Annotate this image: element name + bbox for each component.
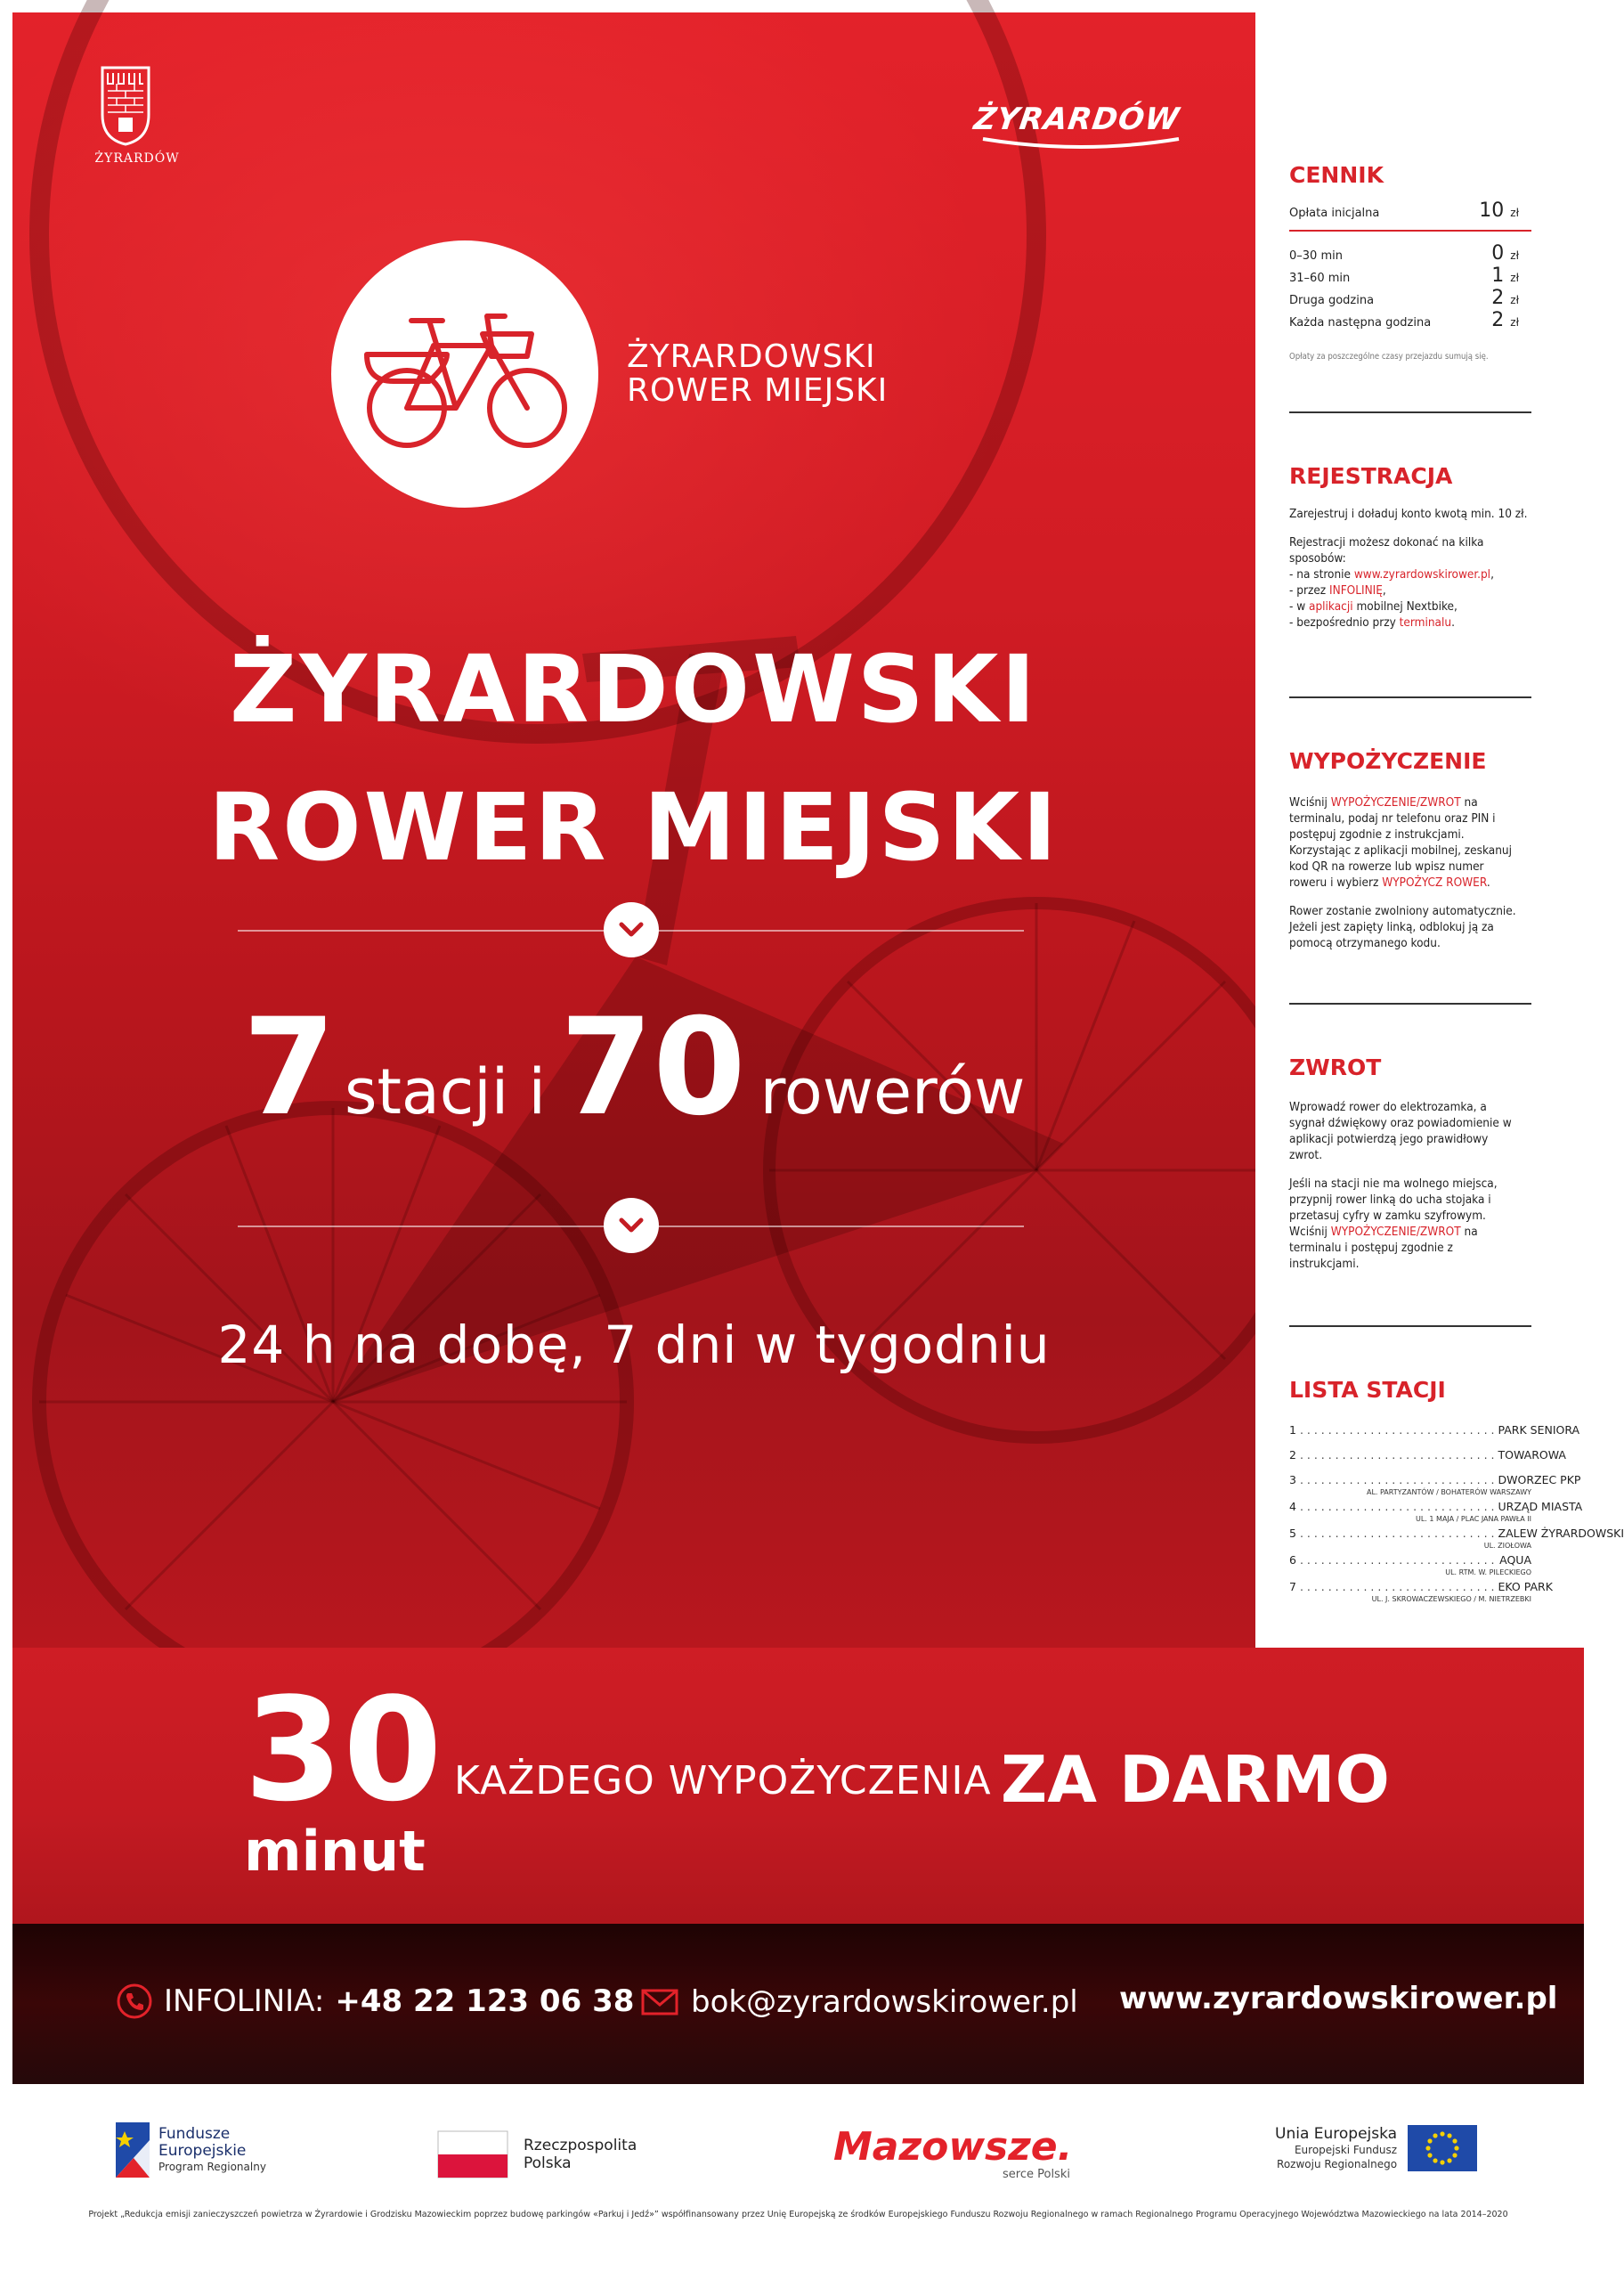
zwrot-p1: Wprowadź rower do elektrozamka, a sygnał dźwiękowy oraz powiadomienie w aplikacji potwierdzą jego prawidłowy zwrot. — [1289, 1100, 1512, 1162]
app-link: aplikacji — [1309, 599, 1353, 614]
chevron-down-icon — [604, 902, 659, 957]
eu-line2: Europejski Fundusz — [1294, 2144, 1398, 2156]
item-text: - bezpośrednio przy — [1289, 615, 1400, 630]
chevron-down-icon-2 — [604, 1198, 659, 1253]
station-name: PARK SENIORA — [1498, 1423, 1580, 1437]
station-number: 7 — [1289, 1580, 1296, 1593]
wypozyczenie-text — [1289, 794, 1522, 951]
section-divider — [1289, 1003, 1531, 1005]
free-minutes-band — [12, 1648, 1584, 1924]
station-name: ZALEW ŻYRARDOWSKI — [1498, 1527, 1624, 1540]
wypozyczenie-p1 — [1289, 794, 1522, 891]
zwrot-text — [1289, 1099, 1522, 1272]
price-initial — [1289, 200, 1519, 222]
badge-line1: ŻYRARDOWSKI — [627, 338, 876, 375]
main-title-line2: ROWER MIEJSKI — [208, 773, 1060, 882]
keyword: WYPOŻYCZ ROWER — [1382, 875, 1487, 890]
zyrardow-logo-text: ŻYRARDÓW — [971, 102, 1182, 137]
price-row-amount: 2 — [1491, 287, 1505, 309]
price-row-label: Każda następna godzina — [1289, 316, 1432, 330]
chevron-down-glyph-2 — [618, 1217, 645, 1234]
station-item — [1289, 1580, 1553, 1593]
section-divider — [1289, 696, 1531, 698]
project-note: Projekt „Redukcja emisji zanieczyszczeń powietrza w Żyrardowie i Grodzisku Mazowieckim poprzez budowę parkingów «Parkuj i Jedź»” współfinansowany przez Unię Europejską ze środków Europejskiego Funduszu Rozwoju Regionalnego w ramach Regionalnego Programu Operacyjnego Województwa Mazowieckiego na lata 2014–2020 — [88, 2210, 1508, 2219]
price-row-value — [1491, 242, 1519, 265]
stations-text: stacji i — [345, 1055, 546, 1128]
fe-line3: Program Regionalny — [158, 2161, 266, 2173]
logo-swoosh-icon — [974, 135, 1188, 153]
dot-leader: . . . . . . . . . . . . . . . . . . . . . . . . . . . . — [1299, 1527, 1495, 1540]
zyrardow-logo — [971, 102, 1188, 153]
dot-leader: . . . . . . . . . . . . . . . . . . . . . . . . . . . . — [1299, 1473, 1495, 1486]
price-row-value — [1491, 287, 1519, 309]
section-divider — [1289, 1325, 1531, 1327]
email-contact[interactable] — [641, 1984, 1078, 2020]
wypozyczenie-heading: WYPOŻYCZENIE — [1289, 748, 1487, 774]
keyword: WYPOŻYCZENIE/ZWROT — [1330, 1225, 1461, 1239]
chevron-down-glyph — [618, 921, 645, 939]
phone-icon — [116, 1983, 153, 2020]
price-row-label: Druga godzina — [1289, 294, 1375, 307]
item-text: , — [1382, 583, 1386, 598]
text: na terminalu i postępuj zgodnie z instrukcjami. — [1289, 1225, 1478, 1271]
rejestracja-item — [1289, 582, 1539, 598]
rejestracja-item — [1289, 566, 1539, 582]
currency-label: zł — [1510, 316, 1519, 329]
rp-line1: Rzeczpospolita — [524, 2137, 637, 2154]
price-row — [1289, 242, 1519, 265]
eu-text — [1275, 2125, 1397, 2171]
mazowsze-sub: serce Polski — [1003, 2168, 1070, 2181]
price-row-value — [1491, 309, 1519, 331]
rp-line2: Polska — [524, 2154, 572, 2172]
eu-flag-icon — [1408, 2125, 1477, 2171]
cennik-note: Opłaty za poszczególne czasy przejazdu sumują się. — [1289, 352, 1489, 362]
item-text: . — [1451, 615, 1455, 630]
price-row-amount: 0 — [1491, 242, 1505, 265]
price-row — [1289, 287, 1519, 309]
price-row-amount: 2 — [1491, 309, 1505, 331]
bikes-text: rowerów — [759, 1055, 1026, 1128]
zwrot-heading: ZWROT — [1289, 1054, 1382, 1080]
station-number: 5 — [1289, 1527, 1296, 1540]
website-url[interactable]: www.zyrardowskirower.pl — [1119, 1981, 1558, 2016]
station-number: 1 — [1289, 1423, 1296, 1437]
free-minutes-word: minut — [244, 1819, 426, 1884]
infoline[interactable] — [116, 1983, 634, 2020]
fe-text — [158, 2126, 266, 2174]
price-row — [1289, 265, 1519, 287]
station-number: 6 — [1289, 1553, 1296, 1567]
currency-label: zł — [1510, 294, 1519, 306]
bikes-number: 70 — [559, 990, 746, 1145]
station-item — [1289, 1473, 1581, 1486]
item-text: , — [1490, 567, 1494, 582]
item-text: - przez — [1289, 583, 1330, 598]
dot-leader: . . . . . . . . . . . . . . . . . . . . . . . . . . . . — [1299, 1448, 1495, 1462]
rejestracja-p1: Zarejestruj i doładuj konto kwotą min. 10 zł. — [1289, 507, 1528, 521]
text: Jeśli na stacji nie ma wolnego miejsca, przypnij rower linką do ucha stojaka i przetasuj cyfry w zamku szyfrowym. Wciśnij — [1289, 1177, 1498, 1239]
price-row-value — [1491, 265, 1519, 287]
infoline-label: INFOLINIA: — [164, 1983, 325, 2019]
station-name: DWORZEC PKP — [1498, 1473, 1581, 1486]
station-address: UL. J. SKROWACZEWSKIEGO / M. NIETRZEBKI — [1371, 1595, 1531, 1603]
station-item — [1289, 1527, 1624, 1540]
rp-logo — [438, 2131, 637, 2178]
promo-free-text: ZA DARMO — [1001, 1742, 1390, 1817]
rejestracja-item — [1289, 598, 1539, 615]
item-text: - w — [1289, 599, 1310, 614]
station-item — [1289, 1448, 1566, 1462]
price-row — [1289, 309, 1519, 331]
station-address: UL. RTM. W. PILECKIEGO — [1445, 1568, 1531, 1576]
dot-leader: . . . . . . . . . . . . . . . . . . . . . . . . . . . . — [1299, 1423, 1495, 1437]
rejestracja-text — [1289, 506, 1539, 631]
station-address: UL. 1 MAJA / PLAC JANA PAWŁA II — [1416, 1515, 1531, 1523]
dot-leader: . . . . . . . . . . . . . . . . . . . . . . . . . . . . — [1299, 1580, 1495, 1593]
price-row-amount: 1 — [1491, 265, 1505, 287]
city-crest — [84, 66, 191, 166]
rp-text — [524, 2137, 637, 2172]
station-name: URZĄD MIASTA — [1498, 1500, 1583, 1513]
hero-panel — [12, 12, 1255, 1648]
item-text: mobilnej Nextbike, — [1352, 599, 1458, 614]
keyword: WYPOŻYCZENIE/ZWROT — [1330, 795, 1461, 810]
wypozyczenie-p2: Rower zostanie zwolniony automatycznie. Jeżeli jest zapięty linką, odblokuj ją za pomocą otrzymanego kodu. — [1289, 904, 1516, 950]
text: . — [1486, 875, 1490, 890]
price-row-label: 0–30 min — [1289, 249, 1343, 263]
fe-line1: Fundusze — [158, 2125, 231, 2143]
email-address[interactable]: bok@zyrardowskirower.pl — [691, 1984, 1078, 2020]
station-item — [1289, 1553, 1531, 1567]
section-divider — [1289, 411, 1531, 413]
rejestracja-item — [1289, 615, 1539, 631]
currency-label: zł — [1510, 207, 1519, 219]
text: na terminalu, podaj nr telefonu oraz PIN i postępuj zgodnie z instrukcjami. Korzystając z aplikacji mobilnej, zeskanuj kod QR na rowerze lub wpisz numer roweru i wybierz — [1289, 795, 1512, 890]
station-name: EKO PARK — [1498, 1580, 1553, 1593]
mail-icon — [641, 1989, 678, 2015]
stacje-heading: LISTA STACJI — [1289, 1377, 1446, 1403]
free-minutes-number: 30 — [244, 1666, 443, 1833]
crest-icon — [99, 66, 152, 146]
infoline-link: INFOLINIĘ — [1329, 583, 1383, 598]
badge-title — [627, 340, 888, 408]
station-item — [1289, 1423, 1580, 1437]
station-number: 2 — [1289, 1448, 1296, 1462]
text: Wciśnij — [1289, 795, 1331, 810]
fe-line2: Europejskie — [158, 2142, 247, 2160]
badge-line2: ROWER MIEJSKI — [627, 372, 889, 409]
contact-band — [12, 1924, 1584, 2084]
infoline-phone[interactable]: +48 22 123 06 38 — [335, 1983, 635, 2019]
stats-line — [12, 990, 1255, 1145]
item-text: - na stronie — [1289, 567, 1354, 582]
mazowsze-name: Mazowsze. — [833, 2124, 1073, 2170]
station-address: UL. ZIOŁOWA — [1483, 1542, 1531, 1550]
station-name: TOWAROWA — [1498, 1448, 1566, 1462]
polish-flag-icon — [438, 2131, 508, 2178]
eu-line1: Unia Europejska — [1275, 2125, 1398, 2143]
eu-logo — [1275, 2125, 1477, 2171]
zwrot-p2 — [1289, 1176, 1522, 1272]
info-column — [1255, 12, 1624, 1648]
website-link[interactable]: www.zyrardowskirower.pl — [1353, 567, 1491, 582]
dot-leader: . . . . . . . . . . . . . . . . . . . . . . . . . . . . — [1299, 1553, 1495, 1567]
station-name: AQUA — [1499, 1553, 1531, 1567]
fe-logo — [116, 2122, 266, 2178]
cennik-heading: CENNIK — [1289, 162, 1384, 188]
bicycle-icon — [331, 240, 598, 508]
crest-label: ŻYRARDÓW — [94, 151, 180, 166]
station-number: 4 — [1289, 1500, 1296, 1513]
currency-label: zł — [1510, 272, 1519, 284]
eu-line3: Rozwoju Regionalnego — [1277, 2158, 1398, 2170]
price-initial-amount: 10 — [1479, 200, 1505, 222]
station-item — [1289, 1500, 1583, 1513]
cennik-red-rule — [1289, 230, 1531, 232]
station-address: AL. PARTYZANTÓW / BOHATERÓW WARSZAWY — [1366, 1488, 1531, 1496]
terminal-link: terminalu — [1399, 615, 1452, 630]
dot-leader: . . . . . . . . . . . . . . . . . . . . . . . . . . . . — [1299, 1500, 1495, 1513]
promo-middle-text: KAŻDEGO WYPOŻYCZENIA — [454, 1758, 992, 1804]
bike-badge — [331, 240, 598, 508]
rejestracja-p2: Rejestracji możesz dokonać na kilka sposobów: — [1289, 535, 1484, 566]
price-initial-label: Opłata inicjalna — [1289, 207, 1380, 220]
main-title-line1: ŻYRARDOWSKI — [229, 635, 1038, 744]
availability-text: 24 h na dobę, 7 dni w tygodniu — [217, 1315, 1051, 1375]
stations-number: 7 — [242, 990, 336, 1145]
mazowsze-logo — [833, 2124, 1100, 2181]
station-number: 3 — [1289, 1473, 1296, 1486]
funding-footer — [12, 2084, 1584, 2268]
price-row-label: 31–60 min — [1289, 272, 1351, 285]
rejestracja-heading: REJESTRACJA — [1289, 463, 1453, 489]
price-initial-value — [1479, 200, 1519, 222]
currency-label: zł — [1510, 249, 1519, 262]
fe-logo-icon — [116, 2122, 150, 2178]
